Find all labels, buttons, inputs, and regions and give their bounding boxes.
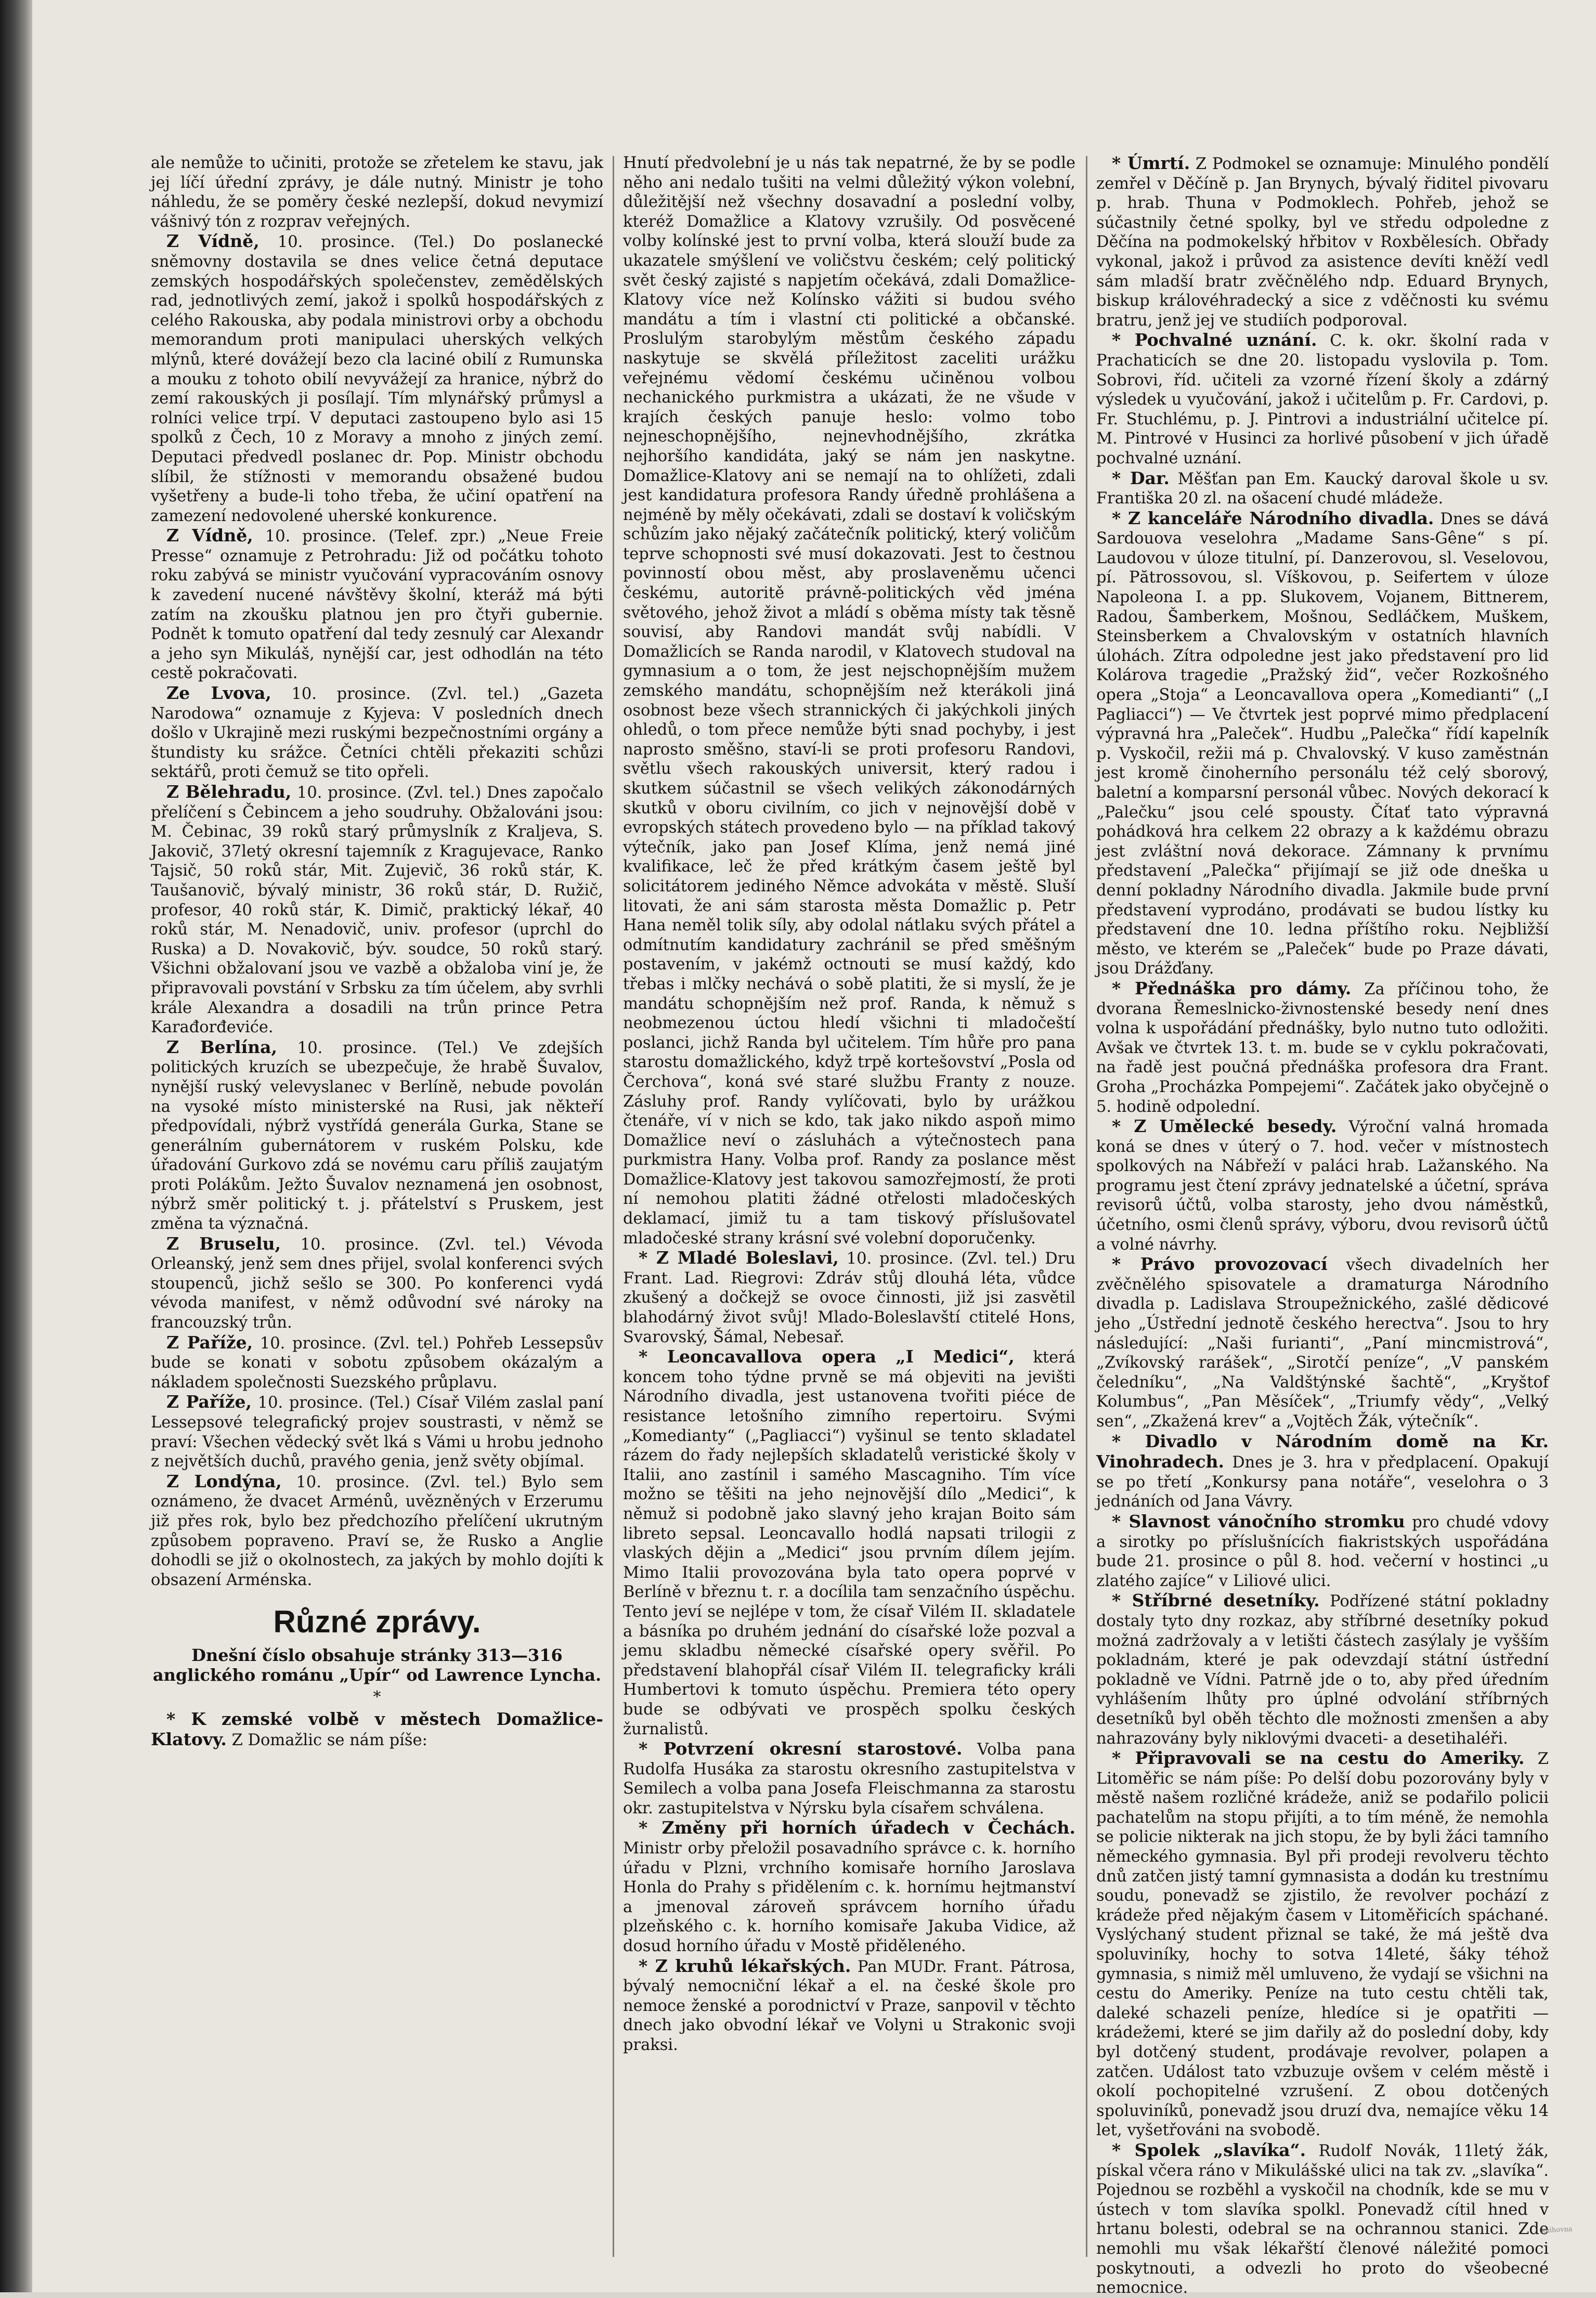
news-dateline: * K zemské volbě v městech Domažlice-Klatovy. xyxy=(151,1708,603,1750)
news-item xyxy=(151,1037,603,1234)
news-dateline: Z Berlína, xyxy=(166,1036,277,1057)
column-right xyxy=(1096,153,1549,2297)
news-text: C. k. okr. školní rada v Prachaticích se dne 20. listopadu vyslovila p. Tom. Sobrovi, říd. učiteli za vzorné řízení školy a zdárný výsledek u vyučování, jakož i učitelům p. Fr. Cardovi, p. Fr. Stuchlému, p. J. Pintrovi a industriální učitelce pí. M. Pintrové v Husinci za horlivé působení v jich úřadě pochvalné uznání. xyxy=(1096,332,1549,468)
news-text: Podřízené státní pokladny dostaly tyto dny rozkaz, aby stříbrné desetníky pokud možná zadržovaly a v letišti částech zasýlaly je vyšším pokladnám, které je pak odevzdají státní ústřední pokladně ve Vídni. Patrně jde o to, aby před úředním vyhlášením lhůty pro úplné odvolání stříbrných desetníků byl oběh těchto dle možnosti zmenšen a aby nahrazovány byly niklovými dvaceti- a desetihaléři. xyxy=(1096,1592,1549,1748)
news-item xyxy=(151,1333,603,1393)
news-dateline: Z Bělehradu, xyxy=(166,782,292,802)
news-text: Hnutí předvolební je u nás tak nepatrné, že by se podle něho ani nedalo tušiti na velmi důležitý výkon volební, důležitější než všechny dosavadní a poslední volby, kteréž Domažlice a Klatovy vzrušily. Od posvěcené volby kolínské jest to první volba, která slouží bude za ukazatele smýšlení ve voličstvu českém; celý politický svět český zajisté s napjetím očekává, zdali Domažlice-Klatovy více než Kolínsko vážiti si budou svého mandátu a tím i vlastní cti politické a občanské. Proslulým starobylým městům českého západu naskytuje se skvělá příležitost zaceliti urážku veřejnému vědomí českému učiněnou volbou nechanického purkmistra a ukázati, že ne všude v krajích českých panuje heslo: volmo tobo nejneschopnějšího, nejnevhodnějšího, zkrátka nejhoršího kandidáta, jaký se nám jen naskytne. Domažlice-Klatovy ani se nemají na to ohlížeti, zdali jest kandidatura profesora Randy úředně prohlášena a nejméně by měly očekávati, zdali se dostaví k voličským schůzím jako nějaký začátečník politický, který voličům teprve schopnosti své musí dokazovati. Jest to čestnou povinností obou měst, aby proslaveněmu učenci českému, autoritě právně-politických věd jména světového, jehož život a mládí s oběma místy tak těsně souvisí, aby Randovi mandát svůj nabídli. V Domažlicích se Randa narodil, v Klatovech studoval na gymnasium a o tom, že jest nejschopnějším mužem zemského mandátu, schopnějším než kterákoli jiná osobnost beze všech strannických či jakýchkoli jiných ohledů, o tom přece nemůže býti snad pochyby, i jest naprosto směšno, staví-li se proti profesoru Randovi, světlu všech rakouských universit, který radou i skutkem súčastnil se všech velikých zákonodárných skutků v oboru civilním, co jich v nejnovější době v evropských státech provedeno bylo — na příklad takový výtečník, jako pan Josef Klíma, jenž nemá jiné kvalifikace, leč že před krátkým časem ještě byl solicitátorem jediného Němce advokáta v městě. Sluší litovati, že ani sám starosta města Domažlic p. Petr Hana neměl tolik síly, aby odolal nátlaku svých přátel a odmítnutím kandidatury zachránil se před směšným postavením, v jakémž octnouti se musí každý, kdo třebas i mlčky nechává o sobě platiti, že si myslí, že je mandátu schopnějším než prof. Randa, k němuž s neobmezenou úctou hledí všichni ti mladočeští poslanci, jichž Randa byl učitelem. Tím hůře pro pana starostu domažlického, když trpě kortešovství „Posla od Čerchova“, koná své staré službu Franty z nouze. Zásluhy prof. Randy vylíčovati, bylo by urážkou čtenáře, ví v nich se kdo, tak jako nikdo aspoň mimo Domažlice neví o zásluhách a výtečnostech pana purkmistra Hany. Volba prof. Randy za poslance měst Domažlice-Klatovy jest takovou samozřejmostí, že proti ní nemohou platiti žádné otřelosti mladočeských deklamací, jimiž tu a tam tiskový příslušovatel mladočeské strany krásní své volební doporučenky. xyxy=(623,154,1075,1248)
news-item xyxy=(1096,979,1549,1116)
news-item xyxy=(1096,1254,1549,1431)
news-text: Ministr orby přeložil posavadního správce c. k. horního úřadu v Plzni, vrchního komisaře horního Jaroslava Honla do Prahy s přidělením c. k. hornímu hejtmanství a jmenoval zároveň správcem horního úřadu plzeňského c. k. horního komisaře Jakuba Vidice, až dosud horního úřadu v Mostě přiděleného. xyxy=(623,1839,1075,1956)
news-dateline: * Z kruhů lékařských. xyxy=(639,1955,851,1976)
news-item xyxy=(1096,1512,1549,1591)
news-dateline: Z Bruselu, xyxy=(166,1233,281,1254)
news-text: 10. prosince. (Telef. zpr.) „Neue Freie Presse“ oznamuje z Petrohradu: Již od počátku tohoto roku zabývá se ministr vyučování vypracováním osnovy k zavedení nucené návštěvy školní, kteráž má býti zatím na zkoušku platnou jen pro čtyři gubernie. Podnět k tomuto opatření dal tedy zesnulý car Alexandr a jeho syn Mikuláš, nynější car, jest odhodlán na této cestě pokračovati. xyxy=(151,527,604,683)
news-text: všech divadelních her zvěčnělého spisovatele a dramaturga Národního divadla p. Ladislava Stroupežnického, zašlé dědicové jeho „Ústřední jednotě českého herectva“. Jsou to hry následující: „Naši furianti“, „Paní mincmistrová“, „Zvíkovský rarášek“, „Sirotčí peníze“, „V panském čeledníku“, „Na Valdštýnské šachtě“, „Kryštof Kolumbus“, „Pan Měsíček“, „Triumfy vědy“, „Velký sen“, „Zkažená krev“ a „Vojtěch Žák, výtečník“. xyxy=(1096,1256,1549,1431)
news-dateline: * Změny při horních úřadech v Čechách. xyxy=(639,1817,1075,1838)
news-item xyxy=(1096,153,1549,330)
column-rule xyxy=(1086,156,1087,2257)
news-dateline: * Úmrtí. xyxy=(1112,153,1190,173)
library-stamp xyxy=(1541,2225,1590,2264)
news-dateline: * Přednáška pro dámy. xyxy=(1112,978,1352,998)
news-dateline: * Z Mladé Boleslavi, xyxy=(639,1248,839,1268)
news-item xyxy=(151,683,603,782)
news-item xyxy=(151,1234,603,1333)
news-dateline: Z Paříže, xyxy=(166,1332,253,1353)
stamp-text: knihovna xyxy=(1541,2225,1573,2235)
news-dateline: Z Vídně, xyxy=(166,525,253,546)
column-left xyxy=(151,153,603,2254)
news-item xyxy=(623,153,1075,1248)
news-dateline: * Z kanceláře Národního divadla. xyxy=(1112,508,1434,528)
news-item xyxy=(151,1709,603,1750)
news-text: 10. prosince. (Tel.) Do poslanecké sněmovny dostavila se dnes velice četná deputace zemských hospodářských společenstev, zemědělských rad, jednotlivých zemí, jakož i spolků hospodářských z celého Rakouska, aby podala ministrovi orby a obchodu memorandum proti manipulaci uherských velkých mlýnů, které dovážejí bezo cla laciné obilí z Rumunska a mouku z tohoto obilí nevyvážejí za hranice, nýbrž do zemí rakouských ji posílají. Tím mlynářský průmysl a rolníci velice trpí. V deputaci zastoupeno bylo asi 15 spolků z Čech, 10 z Moravy a mnoho z jiných zemí. Deputaci předvedl poslanec dr. Pop. Ministr obchodu slíbil, že stížnosti v memorandu obsažené budou vyšetřeny a bude-li toho třeba, že učiní opatření na zamezení nedovolené uherské konkurence. xyxy=(151,233,603,525)
news-text: Z Domažlic se nám píše: xyxy=(226,1731,427,1750)
news-text: 10. prosince. (Zvl. tel.) Dru Frant. Lad. Riegrovi: Zdráv stůj dlouhá léta, vůdce zkušený a dočkejž se ovoce činnosti, již jsi zasvětil blahodárný život svůj! Mlado-Boleslavští ctitelé Hons, Svarovský, Šámal, Nebesař. xyxy=(623,1250,1075,1346)
news-text: Za příčinou toho, že dvorana Řemeslnicko-živnostenské besedy není dnes volna k uspořádání přednášky, bylo nutno tuto odložiti. Avšak ve čtvrtek 13. t. m. bude se v cyklu pokračovati, na řadě jest poučná přednáška profesora dra Frant. Groha „Procházka Pompejemi“. Začátek jako obyčejně o 5. hodině odpolední. xyxy=(1096,980,1549,1116)
news-text: Dnes se dává Sardouova veselohra „Madame Sans-Gêne“ s pí. Laudovou v úloze titulní, pí. Danzerovou, sl. Veselovou, pí. Pătrossovou, sl. Víškovou, p. Seifertem v úloze Napoleona I. a pp. Slukovem, Vojanem, Bittnerem, Radou, Šamberkem, Mošnou, Sedláčkem, Muškem, Steinsberkem a Chvalovským v ostatních hlavních úlohách. Zítra odpoledne jest jako představení pro lid Kolárova tragedie „Pražský žid“, večer Rozkošného opera „Stoja“ a Leoncavallova opera „Komedianti“ („I Pagliacci“) — Ve čtvrtek jest poprvé mimo předplacení výpravná hra „Paleček“. Hudbu „Palečka“ řídí kapelník p. Vyskočil, režii má p. Chvalovský. V kuso zaměstnán jest kromě činoherního personálu též celý sborový, baletní a komparsní personál vůbec. Nových dekorací k „Palečku“ jsou celé spousty. Čítať tato výpravná pohádková hra celkem 22 obrazy a k každému obrazu jest zvláštní nová dekorace. Zámnany k prvnímu představení „Palečka“ přijímají se již ode dneška u denní pokladny Národního divadla. Jakmile bude první představení vyprodáno, prodávati se budou lístky ku představení dne 10. ledna příštího roku. Nejbližší město, ve kterém se „Paleček“ bude po Praze dávati, jsou Drážďany. xyxy=(1096,510,1549,978)
column-middle xyxy=(623,153,1075,2254)
news-text: 10. prosince. (Tel.) Ve zdejších politických kruzích se ubezpečuje, že hrabě Šuvalov, nynější ruský velevyslanec v Berlíně, nebude povolán na vysoké místo ministerské na Rusi, jak někteří předpovídali, nýbrž vystřídá generála Gurka, Stane se generálním gubernátorem v ruském Polsku, kde úřadování Gurkovo zdá se novému caru příliš zaujatým proti Polákům. Ježto Šuvalov neznamená jen osobnost, nýbrž směr politický t. j. přátelství s Pruskem, jest změna ta význačná. xyxy=(151,1038,604,1234)
news-text: Dnes je 3. hra v předplacení. Opakují se po třetí „Konkursy pana notáře“, veselohra o 3 jednáních od Jana Vávry. xyxy=(1096,1453,1549,1511)
news-item xyxy=(151,153,603,231)
news-dateline: * Pochvalné uznání. xyxy=(1112,330,1317,350)
page-binding-shadow xyxy=(0,0,32,2292)
news-item xyxy=(151,1472,603,1590)
news-text: pro chudé vdovy a sirotky po příslušnících fiakristských uspořádána bude 21. prosince o půl 8. hod. večerní v hostinci „u zlatého zajíce“ v Liliové ulici. xyxy=(1096,1513,1549,1590)
news-dateline: * Potvrzení okresní starostové. xyxy=(639,1738,963,1759)
news-item xyxy=(1096,330,1549,468)
asterisk-separator: * xyxy=(373,1687,381,1706)
news-item xyxy=(623,1956,1075,2055)
news-text: 10. prosince. (Zvl. tel.) „Gazeta Narodowa“ oznamuje z Kyjeva: V posledních dnech došlo v Ukrajině mezi ruskými bezpečnostními orgány a štundisty ku srážce. Četníci chtěli překaziti schůzi sektářů, proti čemuž se tito opřeli. xyxy=(151,685,603,782)
news-text: Z Litoměřic se nám píše: Po delší dobu pozorovány byly v městě našem rozličné krádeže, aniž se podařilo policii pachatelům na stopu přijíti, a to tím méně, že nemohla se policie nikterak na jich stopu, že by byli žáci tamního německého gymnasia. Byl při prodeji revolveru těchto dnů zatčen jistý tamní gymnasista a dodán ku trestnímu soudu, ponevadž se zjistilo, že revolver pochází z krádeže před nějakým časem v Litoměřicích spáchané. Vyslýchaný student přiznal se také, že má ještě dva spoluviníky, hochy to sotva 14leté, šáky téhož gymnasia, s nimiž měl umluveno, že vydají se všichni na cestu do Ameriky. Peníze na tuto cestu chtěli tak, daleké schazeli peníze, hledíce si je opatřiti — krádežemi, které se jim dařily až do poslední doby, kdy byl dotčený student, prodávaje revolver, polapen a zatčen. Událost tato vzbuzuje ovšem v celém městě i okolí pochopitelné vzrušení. Z obou dotčených spoluviníků, ponevadž jsou druzí dva, nemajíce věku 14 let, vyšetřováni na svobodě. xyxy=(1096,1750,1549,2140)
news-item xyxy=(1096,469,1549,509)
announcement: Dnešní číslo obsahuje stránky 313—316 anglického románu „Upír“ od Lawrence Lyncha. xyxy=(152,1645,602,1685)
news-text: 10. prosince. (Zvl. tel.) Pohřeb Lessepsův bude se konati v sobotu způsobem okázalým a nákladem společnosti Suezského průplavu. xyxy=(151,1334,603,1392)
news-text: 10. prosince. (Tel.) Císař Vilém zaslal paní Lessepsové telegrafický projev soustrasti, v němž se praví: Všechen vědecký svět lká s Vámi u hrobu jednoho z největších duchů, pravého genia, jenž světy objímal. xyxy=(151,1394,603,1471)
news-dateline: * Dar. xyxy=(1112,468,1170,488)
news-text: Pan MUDr. Frant. Pátrosa, bývalý nemocniční lékař a el. na české škole pro nemoce ženské a porodnictví v Praze, sanpovil v těchto dnech jako obvodní lékař ve Volyni u Strakonic svoji praksi. xyxy=(623,1957,1075,2054)
news-dateline: Z Vídně, xyxy=(166,231,259,252)
news-item xyxy=(1096,1748,1549,2140)
news-text: která koncem toho týdne prvně se má objeviti na jevišti Národního divadla, jest ustanovena tvořiti piéce de resistance letošního zimního repertoiru. Svými „Komedianty“ („Pagliacci“) vyšinul se tento skladatel rázem do řady nejlepších skladatelů veristické školy v Italii, ano zastínil i samého Mascagniho. Tím více možno se těšiti na jeho nejnovější dílo „Medici“, k němuž si podobně jako slavný jeho krajan Boito sám libreto sepsal. Leoncavallo hodlá napsati trilogii z vlaských dějin a „Medici“ jsou prvním dílem jejím. Mimo Italii provozována byla tato opera poprvé v Berlíně v březnu t. r. a docílila tam senzačního úspěchu. Tento jeví se nejlépe v tom, že císař Vilém II. skladatele a básníka po druhém jednání do císařské lože pozval a jemu skladbu německé císařské opery svěřil. Po představení blahopřál císař Vilém II. telegraficky králi Humbertovi k tomuto úspěchu. Premiera této opery bude se odbývati ve prospěch spolku českých žurnalistů. xyxy=(623,1348,1075,1738)
news-item xyxy=(1096,1116,1549,1254)
news-item xyxy=(151,526,603,683)
news-text: Z Podmokel se oznamuje: Minulého pondělí zemřel v Děčíně p. Jan Brynych, bývalý řiditel pivovaru p. hrab. Thuna v Podmoklech. Pohřeb, jehož se súčastnily četné spolky, byl ve středu odpoledne z Děčína na podmokelský hřbitov v Roxbělesích. Obřady vykonal, jakož i průvod za asistence devíti kněží vedl sám mladší bratr zvěčnělého ndp. Eduard Brynych, biskup královéhradecký a sice z vděčnosti ku svému bratru, jenž jej ve studiích podporoval. xyxy=(1096,155,1549,330)
news-text: ale nemůže to učiniti, protože se zřetelem ke stavu, jak jej líčí úřední zprávy, je dále nutný. Ministr je toho náhledu, že se poměry české nezlepší, dokud nevymizí vášnivý tón z rozprav veřejných. xyxy=(151,154,603,231)
news-text: 10. prosince. (Zvl. tel.) Vévoda Orleanský, jenž sem dnes přijel, svolal konferenci svých stoupenců, jichž sešlo se 300. Po konferenci vydá vévoda manifest, v němž odůvodní své nároky na francouzský trůn. xyxy=(151,1235,603,1332)
news-dateline: Z Londýna, xyxy=(166,1471,282,1491)
news-text: Měšťan pan Em. Kaucký daroval škole u sv. Františka 20 zl. na ošacení chudé mládeže. xyxy=(1096,470,1549,508)
news-item xyxy=(1096,1591,1549,1748)
section-heading: Různé zprávy. xyxy=(273,1604,481,1640)
column-rule xyxy=(613,156,614,2257)
news-text: Volba pana Rudolfa Husáka za starostu okresního zastupitelstva v Semilech a volba pana Josefa Fleischmanna za starostu okr. zastupitelstva v Nýrsku byla císařem schválena. xyxy=(623,1741,1075,1817)
news-dateline: * Připravovali se na cestu do Ameriky. xyxy=(1112,1748,1525,1769)
news-item xyxy=(623,1347,1075,1739)
news-dateline: * Divadlo v Národním domě na Kr. Vinohradech. xyxy=(1096,1431,1549,1472)
news-dateline: * Právo provozovací xyxy=(1112,1254,1328,1275)
news-item xyxy=(1096,509,1549,979)
news-text: 10. prosince. (Zvl. tel.) Bylo sem oznámeno, že dvacet Arménů, uvězněných v Erzerumu již přes rok, bylo bez předchozího přelíčení ukrutným způsobem popraveno. Praví se, že Rusko a Anglie dohodli se již o okolnostech, za jakých by mohlo dojíti k obsazení Arménska. xyxy=(151,1473,603,1589)
news-item xyxy=(623,1248,1075,1347)
news-text: Rudolf Novák, 11letý žák, pískal včera ráno v Mikulášské ulici na tak zv. „slavíka“. Pojednou se rozběhl a vyskočil na chodník, kde se mu v ústech v tom slavíka spolkl. Ponevadž cítil hned v hrtanu bolesti, odebral se na ochrannou stanici. Zde nemohli mu však lékařští členové náležité pomoci poskytnouti, a odvezli ho proto do všeobecné nemocnice. xyxy=(1096,2141,1549,2297)
news-item xyxy=(1096,1432,1549,1512)
news-dateline: Ze Lvova, xyxy=(166,683,271,704)
news-item xyxy=(1096,2140,1549,2298)
news-dateline: * Leoncavallova opera „I Medici“, xyxy=(639,1346,1015,1367)
news-item xyxy=(623,1818,1075,1956)
news-item xyxy=(623,1739,1075,1818)
news-dateline: * Slavnost vánočního stromku xyxy=(1112,1511,1405,1531)
news-text: Výroční valná hromada koná se dnes v úterý o 7. hod. večer v místnostech spolkových na Nábřeží v paláci hrab. Lažanského. Na programu jest čtení zprávy jednatelské a účetní, správa revisorů účtů, volba starosty, jeho dvou náměstků, účetního, osmi členů správy, výboru, dvou revisorů účtů a volné návrhy. xyxy=(1096,1118,1549,1254)
news-dateline: Z Paříže, xyxy=(166,1392,252,1412)
news-dateline: * Spolek „slavíka“. xyxy=(1112,2139,1306,2160)
news-text: 10. prosince. (Zvl. tel.) Dnes započalo přelíčení s Čebincem a jeho soudruhy. Obžalováni jsou: M. Čebinac, 39 roků starý průmyslník z Kraljeva, S. Jakovič, 37letý okresní tajemník z Kragujevace, Ranko Tajsič, 50 roků stár, Mit. Zujevič, 36 roků stár, K. Taušanovič, bývalý ministr, 36 roků stár, D. Ružič, profesor, 40 roků stár, K. Dimič, praktický lékař, 40 roků stár, M. Nenadovič, univ. profesor (uprchl do Ruska) a D. Novakovič, býv. soudce, 50 roků starý. Všichni obžalovaní jsou ve vazbě a obžaloba viní je, že připravovali povstání v Srbsku za tím účelem, aby svrhli krále Alexandra a dosadili na trůn prince Petra Karađorđeviće. xyxy=(151,784,603,1037)
news-item xyxy=(151,782,603,1037)
news-dateline: * Z Umělecké besedy. xyxy=(1112,1116,1337,1137)
news-item xyxy=(151,1392,603,1471)
news-item xyxy=(151,231,603,526)
news-dateline: * Stříbrné desetníky. xyxy=(1112,1590,1320,1611)
